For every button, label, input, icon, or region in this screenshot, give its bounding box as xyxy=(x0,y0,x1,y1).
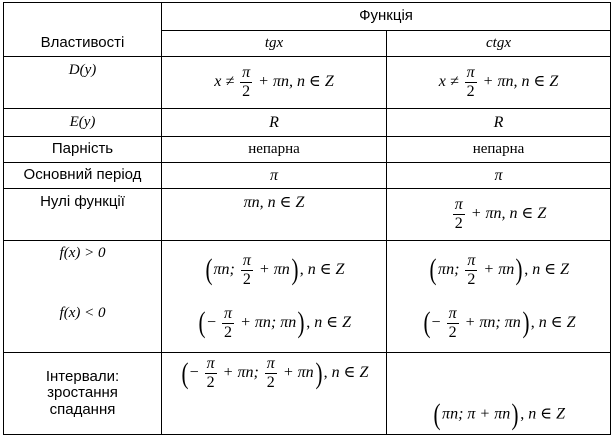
range-ctg: R xyxy=(387,109,611,137)
sign-ctg xyxy=(387,241,611,353)
neg-tg: (− $\frac{\pi}{2}$ + πn; πn), n ∈ Z xyxy=(198,304,351,341)
pos-ctg: (πn; $\frac{\pi}{2}$ + πn), n ∈ Z xyxy=(429,251,569,288)
increasing-label: зростання xyxy=(47,384,118,402)
neg-ctg: (− $\frac{\pi}{2}$ + πn; πn), n ∈ Z xyxy=(423,304,576,341)
zeros-tg: πn, n ∈ Z xyxy=(162,189,387,241)
pos-tg: (πn; $\frac{\pi}{2}$ + πn), n ∈ Z xyxy=(205,251,345,288)
row-zeros-label: Нулі функції xyxy=(4,189,162,241)
row-parity-label: Парність xyxy=(4,137,162,163)
intervals-ctg: (πn; π + πn), n ∈ Z xyxy=(387,353,611,435)
header-tg: tgx xyxy=(162,31,387,57)
pos-label: f(x) > 0 xyxy=(59,245,106,261)
row-range-label: E(y) xyxy=(4,109,162,137)
row-intervals-label xyxy=(4,353,162,435)
header-properties: Властивості xyxy=(4,3,162,57)
header-function: Функція xyxy=(162,3,611,31)
parity-tg: непарна xyxy=(162,137,387,163)
row-sign-label xyxy=(4,241,162,353)
row-period-label: Основний період xyxy=(4,163,162,189)
period-tg: π xyxy=(162,163,387,189)
intervals-tg: (− $\frac{\pi}{2}$ + πn; $\frac{\pi}{2}$ + πn), n ∈ Z xyxy=(162,353,387,435)
parity-ctg: непарна xyxy=(387,137,611,163)
intervals-label: Інтервали: xyxy=(45,367,120,385)
neg-label: f(x) < 0 xyxy=(59,304,106,321)
row-domain-label: D(y) xyxy=(4,57,162,109)
domain-tg: x ≠ $\frac{\pi}{2}$ + πn, n ∈ Z xyxy=(162,57,387,109)
domain-ctg: x ≠ $\frac{\pi}{2}$ + πn, n ∈ Z xyxy=(387,57,611,109)
zeros-ctg: $\frac{\pi}{2}$ + πn, n ∈ Z xyxy=(387,189,611,241)
decreasing-label: спадання xyxy=(49,400,116,418)
range-tg: R xyxy=(162,109,387,137)
period-ctg: π xyxy=(387,163,611,189)
header-ctg: ctgx xyxy=(387,31,611,57)
properties-table xyxy=(3,2,611,435)
sign-tg xyxy=(162,241,387,353)
